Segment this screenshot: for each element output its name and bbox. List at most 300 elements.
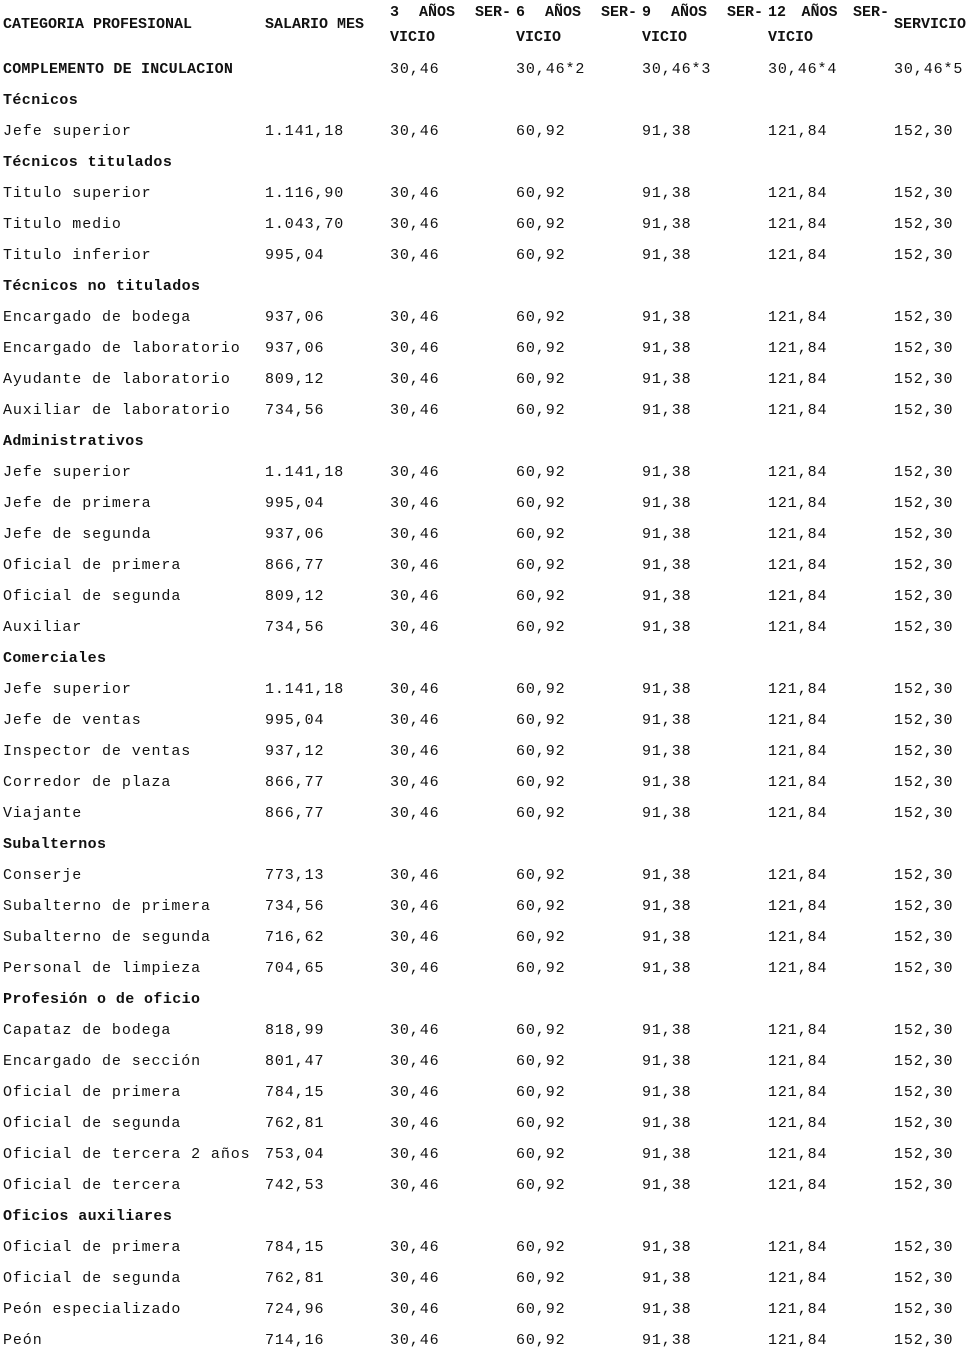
section-row (0, 271, 975, 302)
section-title: Técnicos (3, 92, 79, 109)
cell-servicio: 152,30 (894, 681, 954, 698)
cell-9-years: 91,38 (642, 1270, 692, 1287)
cell-categoria: Capataz de bodega (3, 1022, 172, 1039)
cell-servicio: 152,30 (894, 1270, 954, 1287)
cell-servicio: 152,30 (894, 619, 954, 636)
cell-6-years: 60,92 (516, 371, 566, 388)
header-6-years (513, 0, 639, 54)
cell-9-years: 91,38 (642, 619, 692, 636)
cell-categoria: Oficial de tercera (3, 1177, 182, 1194)
section-title: Administrativos (3, 433, 145, 450)
cell-servicio: 152,30 (894, 526, 954, 543)
cell-6-years: 60,92 (516, 1022, 566, 1039)
header-12-years (765, 0, 891, 54)
cell-salario: 762,81 (265, 1115, 325, 1132)
cell-salario: 937,06 (265, 340, 325, 357)
cell-servicio: 152,30 (894, 867, 954, 884)
cell-6-years: 60,92 (516, 1177, 566, 1194)
cell-9-years: 91,38 (642, 805, 692, 822)
cell-salario: 734,56 (265, 619, 325, 636)
cell-12-years: 121,84 (768, 588, 828, 605)
cell-12-years: 121,84 (768, 371, 828, 388)
table-row (0, 209, 975, 240)
table-row (0, 612, 975, 643)
cell-salario: 762,81 (265, 1270, 325, 1287)
table-row (0, 1325, 975, 1356)
cell-categoria: Ayudante de laboratorio (3, 371, 231, 388)
cell-categoria: Personal de limpieza (3, 960, 202, 977)
cell-9-years: 91,38 (642, 1022, 692, 1039)
header-12-years-line1: 12 AÑOS SER- (768, 4, 889, 21)
cell-servicio: 152,30 (894, 402, 954, 419)
cell-3-years: 30,46 (390, 1270, 440, 1287)
section-title: Profesión o de oficio (3, 991, 201, 1008)
cell-12-years: 121,84 (768, 1115, 828, 1132)
complemento-servicio: 30,46*5 (894, 61, 964, 78)
cell-6-years: 60,92 (516, 495, 566, 512)
cell-servicio: 152,30 (894, 1332, 954, 1349)
cell-12-years: 121,84 (768, 619, 828, 636)
section-title: Técnicos titulados (3, 154, 173, 171)
cell-categoria: Oficial de primera (3, 1084, 182, 1101)
cell-12-years: 121,84 (768, 867, 828, 884)
cell-salario: 801,47 (265, 1053, 325, 1070)
cell-6-years: 60,92 (516, 247, 566, 264)
cell-6-years: 60,92 (516, 557, 566, 574)
cell-servicio: 152,30 (894, 1084, 954, 1101)
table-row (0, 364, 975, 395)
cell-6-years: 60,92 (516, 805, 566, 822)
cell-servicio: 152,30 (894, 929, 954, 946)
complemento-label: COMPLEMENTO DE INCULACION (3, 61, 234, 78)
cell-3-years: 30,46 (390, 774, 440, 791)
cell-12-years: 121,84 (768, 464, 828, 481)
cell-categoria: Oficial de segunda (3, 588, 182, 605)
cell-6-years: 60,92 (516, 1115, 566, 1132)
cell-3-years: 30,46 (390, 712, 440, 729)
section-row (0, 85, 975, 116)
cell-6-years: 60,92 (516, 960, 566, 977)
cell-categoria: Oficial de primera (3, 557, 182, 574)
cell-categoria: Jefe de segunda (3, 526, 152, 543)
cell-12-years: 121,84 (768, 340, 828, 357)
table-row (0, 178, 975, 209)
table-row (0, 767, 975, 798)
header-9-years-line1: 9 AÑOS SER- (642, 4, 763, 21)
cell-12-years: 121,84 (768, 929, 828, 946)
section-title: Oficios auxiliares (3, 1208, 173, 1225)
cell-servicio: 152,30 (894, 960, 954, 977)
cell-3-years: 30,46 (390, 619, 440, 636)
cell-12-years: 121,84 (768, 402, 828, 419)
cell-12-years: 121,84 (768, 774, 828, 791)
table-row (0, 457, 975, 488)
cell-categoria: Titulo superior (3, 185, 152, 202)
cell-servicio: 152,30 (894, 743, 954, 760)
cell-3-years: 30,46 (390, 1239, 440, 1256)
header-6-years-line1: 6 AÑOS SER- (516, 4, 637, 21)
cell-12-years: 121,84 (768, 743, 828, 760)
header-9-years (639, 0, 765, 54)
cell-servicio: 152,30 (894, 185, 954, 202)
cell-9-years: 91,38 (642, 588, 692, 605)
cell-12-years: 121,84 (768, 805, 828, 822)
table-row (0, 953, 975, 984)
cell-categoria: Encargado de sección (3, 1053, 202, 1070)
cell-servicio: 152,30 (894, 1146, 954, 1163)
cell-6-years: 60,92 (516, 1146, 566, 1163)
cell-3-years: 30,46 (390, 340, 440, 357)
complemento-row (0, 54, 975, 85)
cell-3-years: 30,46 (390, 371, 440, 388)
table-row (0, 550, 975, 581)
cell-6-years: 60,92 (516, 1084, 566, 1101)
cell-salario: 724,96 (265, 1301, 325, 1318)
cell-3-years: 30,46 (390, 216, 440, 233)
cell-servicio: 152,30 (894, 1239, 954, 1256)
cell-9-years: 91,38 (642, 960, 692, 977)
cell-salario: 995,04 (265, 495, 325, 512)
cell-salario: 734,56 (265, 402, 325, 419)
header-row (0, 0, 975, 54)
cell-3-years: 30,46 (390, 526, 440, 543)
cell-6-years: 60,92 (516, 1270, 566, 1287)
cell-9-years: 91,38 (642, 1301, 692, 1318)
cell-salario: 714,16 (265, 1332, 325, 1349)
cell-12-years: 121,84 (768, 123, 828, 140)
cell-9-years: 91,38 (642, 1146, 692, 1163)
cell-salario: 866,77 (265, 557, 325, 574)
cell-categoria: Jefe superior (3, 464, 132, 481)
table-row (0, 116, 975, 147)
table-header (0, 0, 975, 54)
cell-salario: 866,77 (265, 774, 325, 791)
cell-9-years: 91,38 (642, 712, 692, 729)
cell-categoria: Encargado de bodega (3, 309, 192, 326)
section-title: Comerciales (3, 650, 107, 667)
cell-12-years: 121,84 (768, 309, 828, 326)
cell-categoria: Viajante (3, 805, 83, 822)
cell-salario: 809,12 (265, 588, 325, 605)
cell-servicio: 152,30 (894, 1022, 954, 1039)
section-row (0, 147, 975, 178)
cell-6-years: 60,92 (516, 743, 566, 760)
header-3-years-line2: VICIO (390, 29, 436, 46)
table-row (0, 736, 975, 767)
cell-12-years: 121,84 (768, 712, 828, 729)
cell-12-years: 121,84 (768, 1332, 828, 1349)
header-3-years (387, 0, 513, 54)
cell-12-years: 121,84 (768, 1177, 828, 1194)
cell-9-years: 91,38 (642, 185, 692, 202)
cell-6-years: 60,92 (516, 929, 566, 946)
cell-servicio: 152,30 (894, 1053, 954, 1070)
cell-3-years: 30,46 (390, 185, 440, 202)
cell-6-years: 60,92 (516, 1239, 566, 1256)
section-row (0, 426, 975, 457)
table-row (0, 891, 975, 922)
cell-3-years: 30,46 (390, 1084, 440, 1101)
cell-9-years: 91,38 (642, 898, 692, 915)
table-row (0, 1294, 975, 1325)
cell-3-years: 30,46 (390, 1053, 440, 1070)
cell-12-years: 121,84 (768, 898, 828, 915)
cell-3-years: 30,46 (390, 557, 440, 574)
cell-3-years: 30,46 (390, 247, 440, 264)
header-salario: SALARIO MES (265, 16, 365, 33)
cell-categoria: Jefe superior (3, 123, 132, 140)
cell-9-years: 91,38 (642, 371, 692, 388)
cell-salario: 784,15 (265, 1239, 325, 1256)
table-row (0, 1170, 975, 1201)
cell-12-years: 121,84 (768, 1270, 828, 1287)
cell-6-years: 60,92 (516, 1053, 566, 1070)
cell-3-years: 30,46 (390, 743, 440, 760)
cell-9-years: 91,38 (642, 1115, 692, 1132)
cell-salario: 937,06 (265, 309, 325, 326)
header-12-years-line2: VICIO (768, 29, 814, 46)
cell-6-years: 60,92 (516, 712, 566, 729)
table-row (0, 302, 975, 333)
cell-6-years: 60,92 (516, 774, 566, 791)
cell-12-years: 121,84 (768, 526, 828, 543)
cell-servicio: 152,30 (894, 774, 954, 791)
cell-9-years: 91,38 (642, 526, 692, 543)
cell-categoria: Oficial de segunda (3, 1270, 182, 1287)
table-row (0, 674, 975, 705)
cell-salario: 937,12 (265, 743, 325, 760)
cell-3-years: 30,46 (390, 1022, 440, 1039)
table-row (0, 1263, 975, 1294)
cell-categoria: Encargado de laboratorio (3, 340, 241, 357)
cell-9-years: 91,38 (642, 216, 692, 233)
cell-servicio: 152,30 (894, 495, 954, 512)
section-row (0, 984, 975, 1015)
cell-salario: 1.141,18 (265, 681, 345, 698)
cell-categoria: Peón (3, 1332, 43, 1349)
complemento-salario (262, 54, 387, 85)
complemento-3-years: 30,46 (390, 61, 440, 78)
cell-6-years: 60,92 (516, 464, 566, 481)
table-row (0, 581, 975, 612)
cell-3-years: 30,46 (390, 960, 440, 977)
cell-categoria: Peón especializado (3, 1301, 182, 1318)
cell-3-years: 30,46 (390, 1177, 440, 1194)
table-row (0, 705, 975, 736)
table-row (0, 1046, 975, 1077)
table-row (0, 1077, 975, 1108)
cell-3-years: 30,46 (390, 681, 440, 698)
header-servicio: SERVICIO (894, 16, 967, 33)
cell-3-years: 30,46 (390, 402, 440, 419)
table-row (0, 488, 975, 519)
cell-9-years: 91,38 (642, 743, 692, 760)
cell-categoria: Oficial de segunda (3, 1115, 182, 1132)
cell-6-years: 60,92 (516, 681, 566, 698)
cell-6-years: 60,92 (516, 619, 566, 636)
cell-categoria: Auxiliar (3, 619, 83, 636)
cell-servicio: 152,30 (894, 309, 954, 326)
cell-6-years: 60,92 (516, 309, 566, 326)
cell-12-years: 121,84 (768, 557, 828, 574)
cell-6-years: 60,92 (516, 340, 566, 357)
cell-9-years: 91,38 (642, 774, 692, 791)
cell-3-years: 30,46 (390, 1332, 440, 1349)
cell-3-years: 30,46 (390, 464, 440, 481)
header-9-years-line2: VICIO (642, 29, 688, 46)
cell-6-years: 60,92 (516, 1332, 566, 1349)
cell-9-years: 91,38 (642, 123, 692, 140)
cell-6-years: 60,92 (516, 402, 566, 419)
cell-12-years: 121,84 (768, 1146, 828, 1163)
cell-12-years: 121,84 (768, 216, 828, 233)
cell-3-years: 30,46 (390, 898, 440, 915)
section-title: Subalternos (3, 836, 107, 853)
cell-6-years: 60,92 (516, 526, 566, 543)
cell-6-years: 60,92 (516, 1301, 566, 1318)
header-6-years-line2: VICIO (516, 29, 562, 46)
complemento-6-years: 30,46*2 (516, 61, 586, 78)
cell-salario: 866,77 (265, 805, 325, 822)
cell-salario: 704,65 (265, 960, 325, 977)
cell-3-years: 30,46 (390, 1301, 440, 1318)
table-row (0, 922, 975, 953)
cell-categoria: Inspector de ventas (3, 743, 192, 760)
cell-9-years: 91,38 (642, 929, 692, 946)
cell-9-years: 91,38 (642, 464, 692, 481)
table-row (0, 1232, 975, 1263)
complemento-9-years: 30,46*3 (642, 61, 712, 78)
cell-salario: 1.116,90 (265, 185, 345, 202)
header-3-years-line1: 3 AÑOS SER- (390, 4, 511, 21)
table-body (0, 54, 975, 1356)
cell-salario: 784,15 (265, 1084, 325, 1101)
cell-categoria: Oficial de tercera 2 años (3, 1146, 251, 1163)
cell-12-years: 121,84 (768, 1301, 828, 1318)
table-row (0, 519, 975, 550)
cell-12-years: 121,84 (768, 681, 828, 698)
cell-9-years: 91,38 (642, 1177, 692, 1194)
cell-servicio: 152,30 (894, 1177, 954, 1194)
cell-3-years: 30,46 (390, 495, 440, 512)
cell-categoria: Titulo inferior (3, 247, 152, 264)
cell-salario: 1.043,70 (265, 216, 345, 233)
cell-9-years: 91,38 (642, 557, 692, 574)
table-row (0, 240, 975, 271)
cell-3-years: 30,46 (390, 929, 440, 946)
cell-salario: 734,56 (265, 898, 325, 915)
cell-12-years: 121,84 (768, 1239, 828, 1256)
table-row (0, 1139, 975, 1170)
cell-3-years: 30,46 (390, 867, 440, 884)
cell-6-years: 60,92 (516, 185, 566, 202)
cell-9-years: 91,38 (642, 681, 692, 698)
table-row (0, 395, 975, 426)
cell-3-years: 30,46 (390, 805, 440, 822)
section-title: Técnicos no titulados (3, 278, 201, 295)
complemento-12-years: 30,46*4 (768, 61, 838, 78)
cell-12-years: 121,84 (768, 1084, 828, 1101)
cell-9-years: 91,38 (642, 1332, 692, 1349)
cell-servicio: 152,30 (894, 1301, 954, 1318)
cell-3-years: 30,46 (390, 309, 440, 326)
cell-salario: 1.141,18 (265, 464, 345, 481)
cell-9-years: 91,38 (642, 495, 692, 512)
cell-12-years: 121,84 (768, 1053, 828, 1070)
section-row (0, 643, 975, 674)
cell-9-years: 91,38 (642, 1053, 692, 1070)
cell-servicio: 152,30 (894, 371, 954, 388)
cell-9-years: 91,38 (642, 402, 692, 419)
cell-categoria: Conserje (3, 867, 83, 884)
cell-salario: 995,04 (265, 712, 325, 729)
cell-servicio: 152,30 (894, 216, 954, 233)
cell-3-years: 30,46 (390, 1115, 440, 1132)
table-row (0, 860, 975, 891)
cell-6-years: 60,92 (516, 123, 566, 140)
cell-salario: 809,12 (265, 371, 325, 388)
section-row (0, 829, 975, 860)
cell-categoria: Subalterno de primera (3, 898, 211, 915)
cell-servicio: 152,30 (894, 123, 954, 140)
table-row (0, 1108, 975, 1139)
cell-salario: 753,04 (265, 1146, 325, 1163)
cell-9-years: 91,38 (642, 340, 692, 357)
cell-servicio: 152,30 (894, 247, 954, 264)
cell-9-years: 91,38 (642, 247, 692, 264)
cell-categoria: Auxiliar de laboratorio (3, 402, 231, 419)
cell-categoria: Subalterno de segunda (3, 929, 211, 946)
cell-salario: 1.141,18 (265, 123, 345, 140)
cell-9-years: 91,38 (642, 1239, 692, 1256)
cell-categoria: Jefe de ventas (3, 712, 142, 729)
cell-salario: 818,99 (265, 1022, 325, 1039)
cell-servicio: 152,30 (894, 712, 954, 729)
cell-3-years: 30,46 (390, 588, 440, 605)
cell-salario: 995,04 (265, 247, 325, 264)
cell-3-years: 30,46 (390, 123, 440, 140)
cell-categoria: Corredor de plaza (3, 774, 172, 791)
cell-12-years: 121,84 (768, 247, 828, 264)
cell-servicio: 152,30 (894, 588, 954, 605)
cell-6-years: 60,92 (516, 216, 566, 233)
cell-12-years: 121,84 (768, 495, 828, 512)
cell-servicio: 152,30 (894, 805, 954, 822)
cell-servicio: 152,30 (894, 1115, 954, 1132)
cell-categoria: Jefe de primera (3, 495, 152, 512)
table-row (0, 798, 975, 829)
cell-servicio: 152,30 (894, 340, 954, 357)
section-row (0, 1201, 975, 1232)
cell-6-years: 60,92 (516, 898, 566, 915)
cell-categoria: Jefe superior (3, 681, 132, 698)
cell-12-years: 121,84 (768, 960, 828, 977)
cell-9-years: 91,38 (642, 1084, 692, 1101)
cell-12-years: 121,84 (768, 1022, 828, 1039)
cell-9-years: 91,38 (642, 867, 692, 884)
cell-salario: 716,62 (265, 929, 325, 946)
cell-12-years: 121,84 (768, 185, 828, 202)
header-categoria: CATEGORIA PROFESIONAL (3, 16, 193, 33)
cell-categoria: Titulo medio (3, 216, 122, 233)
cell-6-years: 60,92 (516, 867, 566, 884)
cell-6-years: 60,92 (516, 588, 566, 605)
cell-3-years: 30,46 (390, 1146, 440, 1163)
table-row (0, 1015, 975, 1046)
cell-salario: 742,53 (265, 1177, 325, 1194)
cell-9-years: 91,38 (642, 309, 692, 326)
cell-servicio: 152,30 (894, 464, 954, 481)
